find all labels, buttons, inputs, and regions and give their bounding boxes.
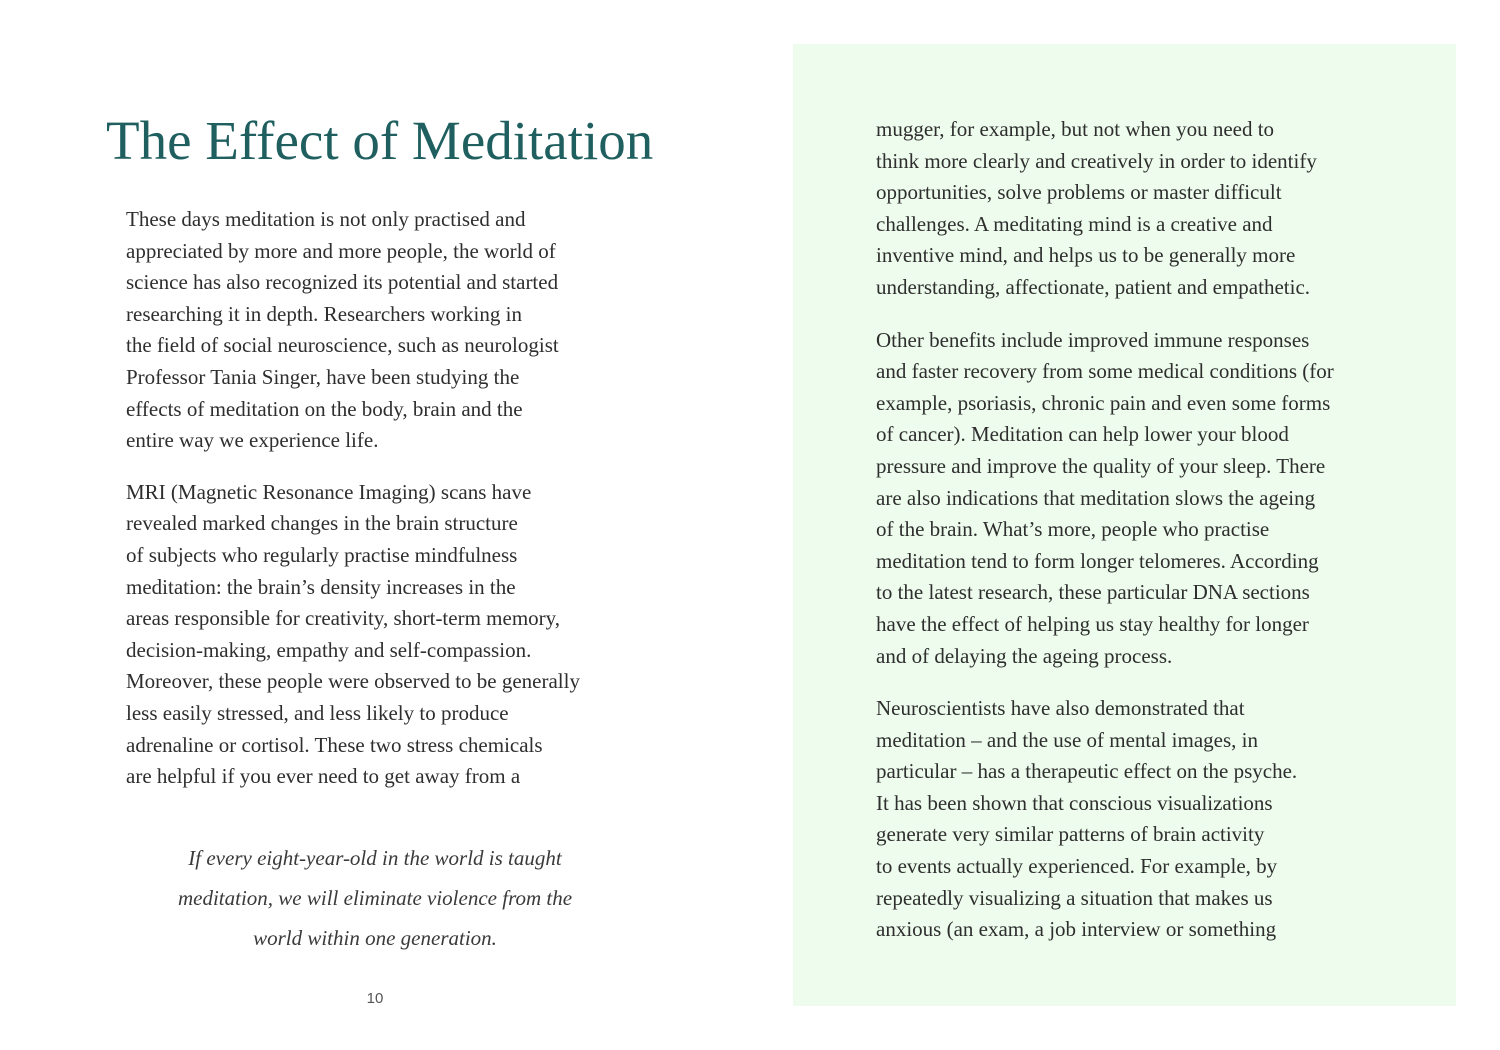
text-line: meditation tend to form longer telomeres. According xyxy=(876,548,1319,573)
text-line: These days meditation is not only practised and xyxy=(126,207,526,231)
quote-line: world within one generation. xyxy=(253,926,497,950)
paragraph xyxy=(876,114,1436,304)
text-line: repeatedly visualizing a situation that makes us xyxy=(876,885,1273,910)
paragraph xyxy=(126,204,646,457)
text-line: meditation – and the use of mental images, in xyxy=(876,727,1258,752)
paragraph xyxy=(876,325,1436,673)
text-line: mugger, for example, but not when you need to xyxy=(876,117,1275,141)
text-line: understanding, affectionate, patient and empathetic. xyxy=(876,274,1311,299)
text-line: particular – has a therapeutic effect on the psyche. xyxy=(876,759,1298,784)
quote-line: If every eight-year-old in the world is taught xyxy=(188,846,562,870)
text-line: and faster recovery from some medical conditions (for xyxy=(876,359,1334,384)
text-line: adrenaline or cortisol. These two stress chemicals xyxy=(126,732,543,757)
text-line: to events actually experienced. For example, by xyxy=(876,854,1278,879)
pull-quote xyxy=(120,838,630,958)
text-line: challenges. A meditating mind is a creative and xyxy=(876,211,1273,236)
text-line: effects of meditation on the body, brain and the xyxy=(126,396,523,421)
left-column-text xyxy=(126,204,646,793)
text-line: pressure and improve the quality of your sleep. There xyxy=(876,453,1326,478)
text-line: are helpful if you ever need to get away from a xyxy=(126,764,521,789)
quote-line: meditation, we will eliminate violence from the xyxy=(177,886,573,910)
page-number: 10 xyxy=(366,990,384,1007)
text-line: Other benefits include improved immune responses xyxy=(876,327,1310,352)
text-line: of cancer). Meditation can help lower your blood xyxy=(876,422,1289,447)
text-line: MRI (Magnetic Resonance Imaging) scans have xyxy=(126,479,532,504)
text-line: inventive mind, and helps us to be generally more xyxy=(876,243,1296,268)
text-line: generate very similar patterns of brain activity xyxy=(876,822,1265,847)
paragraph xyxy=(876,693,1436,946)
text-line: revealed marked changes in the brain structure xyxy=(126,511,518,536)
text-line: entire way we experience life. xyxy=(126,428,379,453)
text-line: opportunities, solve problems or master difficult xyxy=(876,180,1282,205)
text-line: Neuroscientists have also demonstrated that xyxy=(876,696,1245,721)
text-line: anxious (an exam, a job interview or something xyxy=(876,917,1277,942)
page-title: The Effect of Meditation xyxy=(106,110,654,171)
text-line: areas responsible for creativity, short-term memory, xyxy=(126,606,561,631)
right-page xyxy=(793,44,1456,1006)
text-line: researching it in depth. Researchers working in xyxy=(126,301,522,326)
text-line: of subjects who regularly practise mindfulness xyxy=(126,542,518,567)
text-line: less easily stressed, and less likely to produce xyxy=(126,700,509,725)
text-line: Professor Tania Singer, have been studying the xyxy=(126,364,520,389)
right-column-text xyxy=(876,114,1436,946)
text-line: science has also recognized its potential and started xyxy=(126,270,559,295)
text-line: meditation: the brain’s density increases in the xyxy=(126,574,516,599)
text-line: have the effect of helping us stay healthy for longer xyxy=(876,611,1309,636)
text-line: think more clearly and creatively in order to identify xyxy=(876,148,1317,173)
text-line: the field of social neuroscience, such as neurologist xyxy=(126,333,559,358)
text-line: example, psoriasis, chronic pain and even some forms xyxy=(876,390,1331,415)
text-line: of the brain. What’s more, people who practise xyxy=(876,517,1270,542)
text-line: It has been shown that conscious visualizations xyxy=(876,790,1273,815)
text-line: decision-making, empathy and self-compassion. xyxy=(126,637,532,662)
paragraph xyxy=(126,477,646,793)
text-line: Moreover, these people were observed to be generally xyxy=(126,669,580,694)
text-line: to the latest research, these particular DNA sections xyxy=(876,580,1310,605)
text-line: and of delaying the ageing process. xyxy=(876,643,1173,668)
text-line: are also indications that meditation slows the ageing xyxy=(876,485,1316,510)
text-line: appreciated by more and more people, the world of xyxy=(126,238,556,263)
